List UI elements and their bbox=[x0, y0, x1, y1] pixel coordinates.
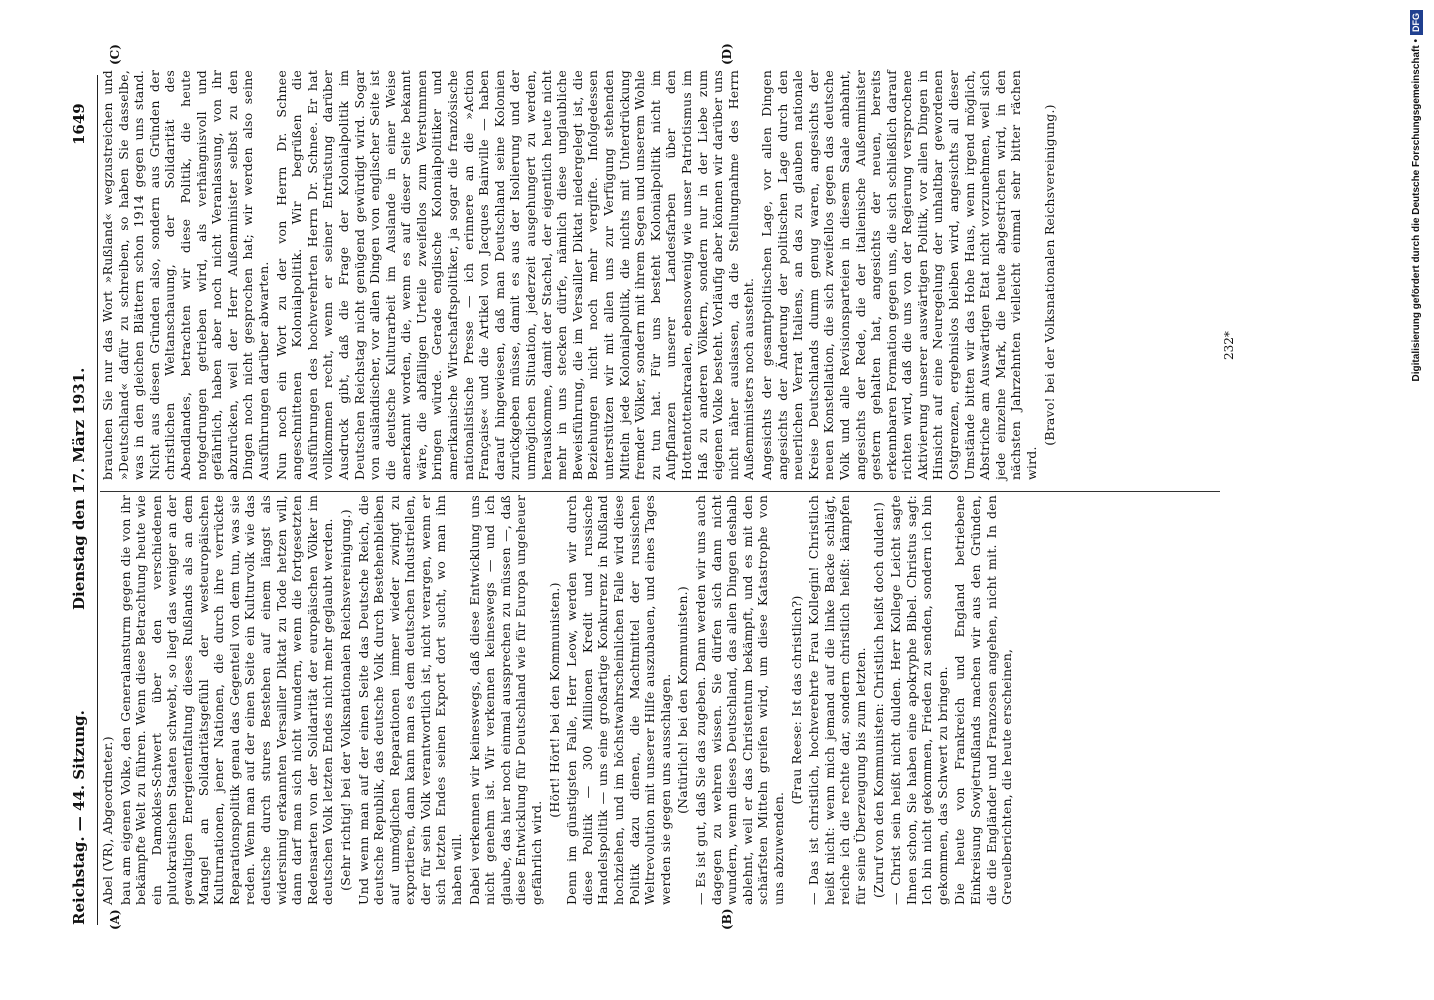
interjection: (Sehr richtig! bei der Volksnationalen Reichsvereinigung.) bbox=[337, 509, 353, 891]
interjection: (Hört! Hört! bei den Kommunisten.) bbox=[546, 582, 562, 818]
speaker-line: Abel (VR), Abgeordneter.) bbox=[100, 736, 115, 905]
paragraph: bau am eigenen Volke, den Generalansturm gegen die von ihr bekämpfte Welt zu führen. Wenn diese Betrachtung heute wie ein Damokles-Schwert über den verschiedenen plutokratischen Staaten schwebt, so liegt das weniger an der gewaltigen Energieentfaltung dieses Rußlands als an dem Mangel an Solidaritätsgefühl der westeuropäischen Kulturnationen, jener Nationen, die durch ihre verrückte Reparationspolitik genau das Gegenteil von dem tun, was sie reden. Wenn man auf der einen Seite ein Kulturvolk wie das deutsche durch stures Bestehen auf einem längst als widersinnig erkannten Versailler Diktat zu Tode hetzen will, dann darf man sich nicht wundern, wenn die fortgesetzten Redensarten von der Solidarität der europäischen Völker im deutschen Volk letzten Endes nicht mehr geglaubt werden. bbox=[117, 495, 336, 905]
header-center: Dienstag den 17. März 1931. bbox=[70, 367, 88, 610]
signature-mark: 232* bbox=[1222, 331, 1236, 360]
interjection: (Bravo! bei der Volksnationalen Reichsvereinigung.) bbox=[1041, 104, 1057, 446]
column-divider bbox=[100, 491, 1220, 492]
margin-a: (A) bbox=[108, 909, 122, 930]
paragraph: Und wenn man auf der einen Seite das Deutsche Reich, die deutsche Republik, das deutsche Volk durch Bestehenbleiben auf unmöglichen Reparationen immer wieder zwingt zu exportieren, dann kann man es dem deutschen Industriellen, der für sein Volk verantwortlich ist, nicht verargen, wenn er sich letzten Endes seinen Export dort sucht, wo man ihn haben will. bbox=[355, 495, 465, 905]
page-number: 1649 bbox=[70, 103, 88, 145]
right-column bbox=[100, 70, 1059, 480]
funding-note bbox=[1400, 0, 1434, 1000]
header-rule bbox=[97, 75, 98, 925]
funding-text: Digitalisierung gefördert durch die Deutsche Forschungsgemeinschaft • bbox=[1411, 39, 1422, 382]
paragraph: Nun noch ein Wort zu der von Herrn Dr. Schnee angeschnittenen Kolonialpolitik. Wir begrüßen die Ausführungen des hochverehrten Herrn Dr. Schnee. Er hat vollkommen recht, wenn er seiner Entrüstung darüber Ausdruck gibt, daß die Frage der Kolonialpolitik im Deutschen Reichstag nicht genügend gewürdigt wird. Sogar von ausländischer, vor allen Dingen von englischer Seite ist die deutsche Kulturarbeit im Auslande in einer Weise anerkannt worden, die, wenn es auf dieser Seite bekannt wäre, die abfälligen Urteile zweifellos zum Verstummen bringen würde. Gerade englische Kolonialpolitiker und amerikanische Wirtschaftspolitiker, ja sogar die französische nationalistische Presse — ich erinnere an die »Action Française« und die Artikel von Jacques Bainville — haben darauf hingewiesen, daß man Deutschland seine Kolonien zurückgeben müsse, damit es aus der Isolierung und der unmöglichen Situation, jederzeit ausgehungert zu werden, herauskomme, damit der Stachel, der eigentlich heute nicht mehr in uns stecken dürfe, nämlich diese unglaubliche Beweisführung, die im Versailler Diktat niedergelegt ist, die Beziehungen nicht noch mehr vergifte. Infolgedessen unterstützen wir mit allen uns zur Verfügung stehenden Mitteln jede Kolonialpolitik, die nichts mit Unterdrückung fremder Völker, sondern mit ihrem Segen und unserem Wohle zu tun hat. Für uns besteht Kolonialpolitik nicht im Aufpflanzen unserer Landesfarben über den Hottentottenkraalen, ebensowenig wie unser Patriotismus im Haß zu anderen Völkern, sondern nur in der Liebe zum eigenen Volke besteht. Vorläufig aber können wir darüber uns nicht näher auslassen, da die Stellungnahme des Herrn Außenministers noch aussteht. bbox=[273, 70, 757, 480]
margin-c: (C) bbox=[108, 44, 122, 65]
margin-d: (D) bbox=[720, 43, 734, 65]
header-left: Reichstag. — 44. Sitzung. bbox=[70, 710, 88, 925]
funding-sidebar bbox=[1400, 0, 1434, 1000]
paragraph: Angesichts der gesamtpolitischen Lage, vor allen Dingen angesichts der Änderung der politischen Lage durch den neuerlichen Verrat Italiens, an das zu glauben nationale Kreise Deutschlands dumm genug waren, angesichts der neuen Konstellation, die sich zweifellos gegen das deutsche Volk und alle Revisionsparteien in diesem Saale anbahnt, angesichts der Rede, die der italienische Außenminister gestern gehalten hat, angesichts der neuen, bereits erkennbaren Formation gegen uns, die sich schließlich darauf richten wird, daß die uns von der Regierung versprochene Aktivierung unserer auswärtigen Politik, vor allen Dingen in Hinsicht auf eine Neuregelung der unhaltbar gewordenen Ostgrenzen, ergebnislos bleiben wird, angesichts all dieser Umstände bitten wir das Hohe Haus, wenn irgend möglich, Abstriche am Auswärtigen Etat nicht vorzunehmen, weil sich jede einzelne Mark, die heute abgestrichen wird, in den nächsten Jahrzehnten vielleicht einmal sehr bitter rächen wird. bbox=[758, 70, 1040, 480]
page-header bbox=[70, 100, 100, 1000]
paragraph: Dabei verkennen wir keineswegs, daß diese Entwicklung uns nicht genehm ist. Wir verkennen keineswegs — und ich glaube, das hier noch einmal aussprechen zu müssen —, daß diese Entwicklung für Deutschland wie für Europa ungeheuer gefährlich wird. bbox=[466, 495, 545, 905]
paragraph: brauchen Sie nur das Wort »Rußland« wegzustreichen und »Deutschland« dafür zu schreiben, so haben Sie dasselbe, was in den gleichen Blättern schon 1914 gegen uns stand. Nicht aus diesen Gründen also, sondern aus Gründen der christlichen Weltanschauung, der Solidarität des Abendlandes, betrachten wir diese Politik, die heute notgedrungen getrieben wird, als verhängnisvoll und gefährlich, haben aber noch nicht Veranlassung, von ihr abzurücken, weil der Herr Außenminister selbst zu den Dingen noch nicht gesprochen hat; wir werden also seine Ausführungen darüber abwarten. bbox=[100, 70, 271, 480]
interjection: (Natürlich! bei den Kommunisten.) bbox=[675, 586, 691, 814]
paragraph: — Christ sein heißt nicht dulden. Herr Kollege Leicht sagte Ihnen schon, Sie haben eine apokryphe Bibel. Christus sagt: Ich bin nicht gekommen, Frieden zu senden, sondern ich bin gekommen, das Schwert zu bringen. bbox=[888, 495, 950, 905]
paragraph: — Das ist christlich, hochverehrte Frau Kollegin! Christlich heißt nicht: wenn mich jemand auf die linke Backe schlägt, reiche ich die rechte dar, sondern christlich heißt: kämpfen für seine Überzeugung bis zum letzten. bbox=[806, 495, 868, 905]
interjection: (Frau Reese: Ist das christlich?) bbox=[788, 595, 804, 805]
interjection: (Zuruf von den Kommunisten: Christlich heißt doch dulden!) bbox=[870, 501, 886, 899]
paragraph: Die heute von Frankreich und England betriebene Einkreisung Sowjetrußlands machen wir aus den Gründen, die die Engländer und Franzosen angehen, nicht mit. In den Greuelberichten, die heute erscheinen, bbox=[952, 495, 1015, 905]
dfg-logo: DFG bbox=[1410, 10, 1423, 35]
paragraph: — Es ist gut, daß Sie das zugeben. Dann werden wir uns auch dagegen zu wehren wissen. Sie dürfen sich dann nicht wundern, wenn dieses Deutschland, das allen Dingen deshalb ablehnt, weil er das Christentum bekämpft, und es mit den schärfsten Mitteln greifen wird, um diese Katastrophe von uns abzuwenden. bbox=[692, 495, 786, 905]
paragraph: Denn im günstigsten Falle, Herr Leow, werden wir durch diese Politik — 300 Millionen Kredit und russische Handelspolitik — uns eine großartige Konkurrenz in Rußland hochziehen, und im höchstwahrscheinlichen Falle wird diese Politik dazu dienen, die Machtmittel der russischen Weltrevolution mit unserer Hilfe auszubauen, und eines Tages werden sie gegen uns ausschlagen. bbox=[564, 495, 673, 905]
left-column bbox=[100, 495, 1017, 905]
margin-b: (B) bbox=[720, 908, 734, 930]
